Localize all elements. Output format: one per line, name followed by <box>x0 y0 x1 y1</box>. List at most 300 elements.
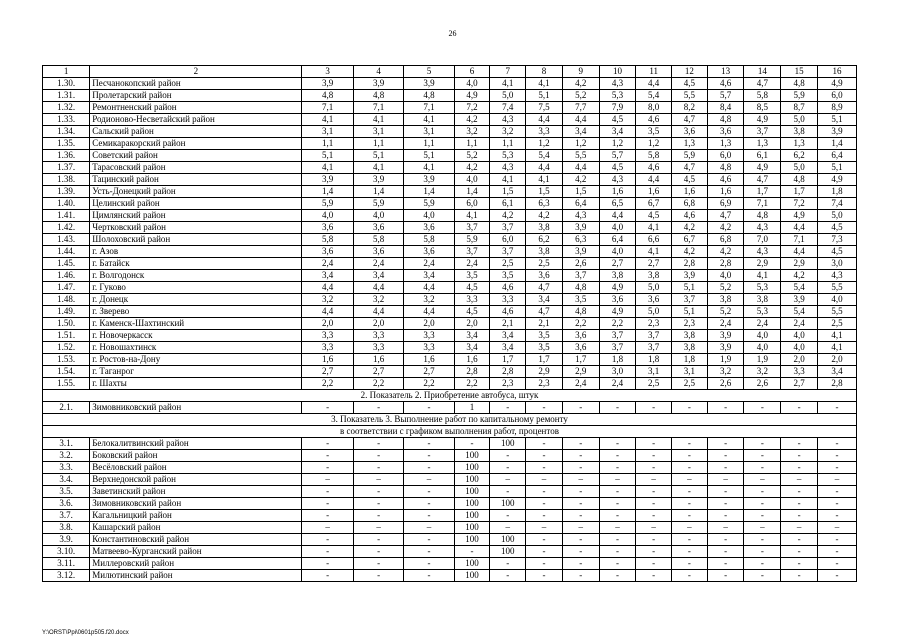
table-cell: 2,2 <box>454 378 490 390</box>
table-cell: 4,7 <box>707 210 744 222</box>
row-name-cell: Тацинский район <box>90 174 302 186</box>
table-cell: - <box>636 486 672 498</box>
table-cell: - <box>781 438 818 450</box>
table-cell: 4,1 <box>817 342 856 354</box>
table-cell: - <box>599 438 636 450</box>
table-cell: 3.4. <box>43 474 90 486</box>
row-name-cell: Кашарский район <box>90 522 302 534</box>
table-cell: - <box>817 498 856 510</box>
table-cell: - <box>817 546 856 558</box>
table-row <box>43 210 857 222</box>
table-cell: 2,5 <box>672 378 708 390</box>
table-cell: 3,7 <box>599 342 636 354</box>
table-cell: 3,6 <box>707 126 744 138</box>
table-cell: 4,7 <box>526 282 563 294</box>
table-cell: 5,2 <box>454 150 490 162</box>
table-cell: 6,4 <box>562 198 599 210</box>
table-cell: – <box>562 522 599 534</box>
table-cell: 4,8 <box>707 162 744 174</box>
table-cell: 2,3 <box>636 318 672 330</box>
table-cell: - <box>562 546 599 558</box>
table-cell: 4,1 <box>636 246 672 258</box>
table-cell: 8,4 <box>707 102 744 114</box>
table-cell: 5,9 <box>781 90 818 102</box>
table-cell: - <box>490 558 526 570</box>
row-name-cell: г. Волгодонск <box>90 270 302 282</box>
row-name-cell: Кагальницкий район <box>90 510 302 522</box>
table-cell: - <box>781 450 818 462</box>
table-cell: 4,2 <box>454 114 490 126</box>
table-cell: 5,9 <box>454 234 490 246</box>
table-cell: 4,5 <box>454 306 490 318</box>
table-cell: 5,4 <box>636 90 672 102</box>
table-cell: 2,3 <box>490 378 526 390</box>
table-cell: 3.2. <box>43 450 90 462</box>
table-cell: 8,7 <box>781 102 818 114</box>
table-cell: 1.41. <box>43 210 90 222</box>
table-cell: 4,1 <box>404 162 454 174</box>
table-cell: 1,4 <box>404 186 454 198</box>
table-cell: - <box>562 438 599 450</box>
table-cell: 7,1 <box>744 198 781 210</box>
table-cell: 3,9 <box>562 246 599 258</box>
table-cell: 4,9 <box>781 210 818 222</box>
column-header: 11 <box>636 66 672 78</box>
table-cell: 4,3 <box>599 78 636 90</box>
table-cell: 3,6 <box>562 330 599 342</box>
table-cell: 3,4 <box>599 126 636 138</box>
table-cell: 4,6 <box>672 210 708 222</box>
table-cell: - <box>636 546 672 558</box>
table-cell: - <box>672 498 708 510</box>
table-cell: 2,0 <box>302 318 353 330</box>
table-cell: 7,5 <box>526 102 563 114</box>
table-row <box>43 126 857 138</box>
table-cell: 7,3 <box>817 234 856 246</box>
table-cell: - <box>404 510 454 522</box>
table-cell: 3,4 <box>562 126 599 138</box>
table-cell: - <box>672 546 708 558</box>
row-name-cell: Миллеровский район <box>90 558 302 570</box>
table-cell: 5,5 <box>562 150 599 162</box>
table-cell: - <box>490 450 526 462</box>
table-cell: – <box>599 522 636 534</box>
table-cell: - <box>672 462 708 474</box>
table-cell: 4,3 <box>562 210 599 222</box>
table-cell: 6,4 <box>599 234 636 246</box>
table-cell: 3,4 <box>353 270 403 282</box>
table-cell: 5,1 <box>302 150 353 162</box>
table-cell: - <box>636 534 672 546</box>
table-cell: - <box>707 534 744 546</box>
table-row <box>43 282 857 294</box>
table-cell: 4,0 <box>353 210 403 222</box>
table-cell: 2,4 <box>353 258 403 270</box>
table-cell: 1,1 <box>404 138 454 150</box>
table-cell: 5,1 <box>672 306 708 318</box>
table-cell: 3,3 <box>490 294 526 306</box>
table-cell: 3,3 <box>526 126 563 138</box>
table-cell: 3,8 <box>781 126 818 138</box>
table-cell: 4,8 <box>707 114 744 126</box>
table-row <box>43 150 857 162</box>
table-cell: 4,9 <box>599 306 636 318</box>
table-cell: 4,1 <box>302 114 353 126</box>
table-cell: 1,3 <box>744 138 781 150</box>
table-cell: 3,3 <box>302 330 353 342</box>
table-cell: - <box>302 486 353 498</box>
table-cell: 2,1 <box>526 318 563 330</box>
table-cell: - <box>562 402 599 414</box>
table-cell: 5,8 <box>404 234 454 246</box>
table-cell: - <box>744 570 781 582</box>
table-cell: 2,4 <box>454 258 490 270</box>
table-cell: 7,7 <box>562 102 599 114</box>
table-cell: - <box>672 570 708 582</box>
table-cell: 2,9 <box>781 258 818 270</box>
table-cell: 4,1 <box>636 222 672 234</box>
table-cell: 5,3 <box>599 90 636 102</box>
table-cell: 2,6 <box>707 378 744 390</box>
table-cell: - <box>817 438 856 450</box>
table-cell: 100 <box>454 450 490 462</box>
table-cell: - <box>744 438 781 450</box>
table-cell: - <box>672 558 708 570</box>
table-cell: - <box>302 450 353 462</box>
row-name-cell: Ремонтненский район <box>90 102 302 114</box>
table-cell: - <box>817 462 856 474</box>
table-cell: - <box>707 558 744 570</box>
table-cell: 4,1 <box>744 270 781 282</box>
table-cell: - <box>817 534 856 546</box>
table-cell: - <box>672 486 708 498</box>
table-cell: 1,2 <box>599 138 636 150</box>
table-cell: 2,9 <box>526 366 563 378</box>
column-header: 15 <box>781 66 818 78</box>
table-cell: 4,1 <box>490 78 526 90</box>
table-cell: 3,7 <box>490 222 526 234</box>
row-name-cell: Родионово-Несветайский район <box>90 114 302 126</box>
table-cell: 4,0 <box>744 342 781 354</box>
table-cell: 3,9 <box>672 270 708 282</box>
row-name-cell: г. Зверево <box>90 306 302 318</box>
table-cell: - <box>353 510 403 522</box>
row-name-cell: Белокалитвинский район <box>90 438 302 450</box>
table-cell: 4,3 <box>599 174 636 186</box>
table-cell: 4,2 <box>672 222 708 234</box>
table-cell: 5,5 <box>817 306 856 318</box>
table-cell: 100 <box>490 534 526 546</box>
row-name-cell: Милютинский район <box>90 570 302 582</box>
column-header: 10 <box>599 66 636 78</box>
table-cell: 1.53. <box>43 354 90 366</box>
table-cell: 3,2 <box>490 126 526 138</box>
table-cell: 4,4 <box>781 246 818 258</box>
table-cell: 3.1. <box>43 438 90 450</box>
table-cell: 3.3. <box>43 462 90 474</box>
table-cell: – <box>490 474 526 486</box>
table-cell: - <box>781 558 818 570</box>
table-cell: - <box>599 498 636 510</box>
table-cell: - <box>817 570 856 582</box>
table-cell: 1,1 <box>490 138 526 150</box>
table-cell: - <box>562 558 599 570</box>
table-cell: 6,0 <box>707 150 744 162</box>
row-name-cell: Песчанокопский район <box>90 78 302 90</box>
table-cell: 1,1 <box>353 138 403 150</box>
table-cell: - <box>672 534 708 546</box>
table-cell: 2,5 <box>817 318 856 330</box>
table-cell: - <box>302 558 353 570</box>
table-cell: 1.35. <box>43 138 90 150</box>
table-cell: 8,2 <box>672 102 708 114</box>
table-cell: 4,6 <box>707 78 744 90</box>
table-cell: 4,9 <box>744 162 781 174</box>
column-header: 13 <box>707 66 744 78</box>
table-cell: 3,4 <box>454 342 490 354</box>
table-cell: 100 <box>454 486 490 498</box>
column-header: 5 <box>404 66 454 78</box>
table-cell: 2,4 <box>404 258 454 270</box>
row-name-cell: г. Азов <box>90 246 302 258</box>
table-cell: 3,9 <box>353 78 403 90</box>
row-name-cell: Сальский район <box>90 126 302 138</box>
table-cell: 4,1 <box>817 330 856 342</box>
table-cell: 4,0 <box>817 294 856 306</box>
table-cell: 5,1 <box>526 90 563 102</box>
table-cell: 4,6 <box>636 114 672 126</box>
table-cell: 4,0 <box>599 246 636 258</box>
table-cell: 6,3 <box>526 198 563 210</box>
table-cell: - <box>302 462 353 474</box>
table-row <box>43 522 857 534</box>
table-cell: - <box>302 570 353 582</box>
table-cell: 4,4 <box>302 306 353 318</box>
table-cell: 5,8 <box>744 90 781 102</box>
table-cell: 1,6 <box>302 354 353 366</box>
table-cell: 1.31. <box>43 90 90 102</box>
table-cell: 6,0 <box>490 234 526 246</box>
table-cell: 1,9 <box>707 354 744 366</box>
table-cell: 3,9 <box>707 330 744 342</box>
row-name-cell: г. Ростов-на-Дону <box>90 354 302 366</box>
table-cell: - <box>302 534 353 546</box>
table-cell: 4,8 <box>562 306 599 318</box>
table-cell: - <box>636 450 672 462</box>
header-row <box>43 66 857 78</box>
table-cell: 1.33. <box>43 114 90 126</box>
table-cell: 6,3 <box>562 234 599 246</box>
column-header: 14 <box>744 66 781 78</box>
table-cell: 3.5. <box>43 486 90 498</box>
table-cell: - <box>490 402 526 414</box>
table-cell: 100 <box>490 546 526 558</box>
table-cell: - <box>526 438 563 450</box>
table-cell: 4,9 <box>744 114 781 126</box>
table-cell: 1,6 <box>353 354 403 366</box>
table-cell: 3,5 <box>562 294 599 306</box>
table-cell: 7,0 <box>744 234 781 246</box>
table-cell: 3,9 <box>353 174 403 186</box>
table-cell: 2,7 <box>599 258 636 270</box>
table-cell: - <box>404 450 454 462</box>
table-cell: 4,5 <box>672 78 708 90</box>
table-cell: - <box>562 486 599 498</box>
table-cell: 1.45. <box>43 258 90 270</box>
table-cell: 4,4 <box>599 210 636 222</box>
table-cell: 3,4 <box>490 342 526 354</box>
table-cell: 3.9. <box>43 534 90 546</box>
table-cell: - <box>599 510 636 522</box>
table-cell: - <box>599 450 636 462</box>
row-name-cell: Пролетарский район <box>90 90 302 102</box>
table-cell: 4,8 <box>781 78 818 90</box>
table-cell: 3,3 <box>404 342 454 354</box>
row-name-cell: Зимовниковский район <box>90 498 302 510</box>
table-cell: 3,6 <box>302 222 353 234</box>
table-cell: - <box>781 402 818 414</box>
table-cell: - <box>707 438 744 450</box>
table-cell: 3,9 <box>707 342 744 354</box>
table-cell: 2,7 <box>781 378 818 390</box>
table-cell: 4,2 <box>526 210 563 222</box>
table-row <box>43 246 857 258</box>
table-cell: - <box>707 486 744 498</box>
table-cell: - <box>599 402 636 414</box>
row-name-cell: Заветинский район <box>90 486 302 498</box>
table-cell: 6,1 <box>490 198 526 210</box>
table-cell: - <box>526 450 563 462</box>
table-cell: 3,8 <box>526 222 563 234</box>
table-cell: 4,5 <box>672 174 708 186</box>
table-cell: – <box>636 474 672 486</box>
table-cell: - <box>526 534 563 546</box>
table-cell: 7,1 <box>302 102 353 114</box>
table-cell: – <box>707 474 744 486</box>
table-cell: - <box>817 450 856 462</box>
table-cell: - <box>353 486 403 498</box>
section-heading: 2. Показатель 2. Приобретение автобуса, штук <box>43 390 857 402</box>
column-header: 1 <box>43 66 90 78</box>
table-cell: 6,8 <box>672 198 708 210</box>
table-cell: 1,4 <box>454 186 490 198</box>
table-cell: 1,6 <box>707 186 744 198</box>
table-row <box>43 378 857 390</box>
table-cell: 1,5 <box>526 186 563 198</box>
table-cell: - <box>526 570 563 582</box>
table-cell: - <box>404 534 454 546</box>
table-cell: - <box>562 510 599 522</box>
table-cell: 4,6 <box>490 282 526 294</box>
table-cell: 5,2 <box>707 306 744 318</box>
table-cell: 100 <box>454 522 490 534</box>
table-cell: 4,1 <box>490 174 526 186</box>
table-cell: - <box>744 546 781 558</box>
table-cell: 1,8 <box>636 354 672 366</box>
table-cell: 5,8 <box>353 234 403 246</box>
table-cell: 1.32. <box>43 102 90 114</box>
table-cell: 2,8 <box>707 258 744 270</box>
table-row <box>43 138 857 150</box>
table-cell: 3,6 <box>404 246 454 258</box>
table-cell: 3,5 <box>526 330 563 342</box>
row-name-cell: Советский район <box>90 150 302 162</box>
table-cell: 4,0 <box>302 210 353 222</box>
table-cell: - <box>781 498 818 510</box>
table-cell: 4,0 <box>454 174 490 186</box>
table-cell: 100 <box>454 558 490 570</box>
table-cell: - <box>707 570 744 582</box>
table-cell: 3,5 <box>490 270 526 282</box>
table-cell: 5,9 <box>404 198 454 210</box>
table-cell: - <box>636 402 672 414</box>
table-cell: - <box>781 546 818 558</box>
table-cell: - <box>302 402 353 414</box>
table-row <box>43 450 857 462</box>
table-cell: 6,6 <box>636 234 672 246</box>
row-name-cell: Усть-Донецкий район <box>90 186 302 198</box>
table-cell: 5,0 <box>636 282 672 294</box>
table-cell: 2,7 <box>636 258 672 270</box>
table-cell: 7,1 <box>404 102 454 114</box>
table-cell: 3,3 <box>353 330 403 342</box>
table-cell: 3,3 <box>454 294 490 306</box>
table-row <box>43 534 857 546</box>
table-cell: 1,8 <box>672 354 708 366</box>
table-cell: 4,0 <box>454 78 490 90</box>
table-row <box>43 330 857 342</box>
table-cell: - <box>404 402 454 414</box>
table-cell: - <box>817 402 856 414</box>
table-cell: 4,1 <box>404 114 454 126</box>
table-cell: 3,0 <box>599 366 636 378</box>
table-row <box>43 402 857 414</box>
table-cell: 3,6 <box>599 294 636 306</box>
table-cell: 6,1 <box>744 150 781 162</box>
table-cell: - <box>672 438 708 450</box>
table-cell: 4,4 <box>404 282 454 294</box>
table-cell: – <box>707 522 744 534</box>
table-cell: 3,8 <box>636 270 672 282</box>
table-cell: - <box>781 462 818 474</box>
table-row <box>43 198 857 210</box>
table-cell: 4,8 <box>781 174 818 186</box>
table-cell: 3,6 <box>302 246 353 258</box>
table-cell: – <box>781 522 818 534</box>
table-cell: 6,2 <box>781 150 818 162</box>
table-cell: 3,4 <box>302 270 353 282</box>
table-cell: 2,9 <box>562 366 599 378</box>
table-cell: 5,2 <box>707 282 744 294</box>
table-cell: 5,0 <box>781 162 818 174</box>
table-row <box>43 438 857 450</box>
table-cell: 2,4 <box>562 378 599 390</box>
table-cell: 3,9 <box>302 78 353 90</box>
table-cell: 1,6 <box>454 354 490 366</box>
table-cell: – <box>636 522 672 534</box>
table-cell: - <box>404 570 454 582</box>
table-cell: 8,0 <box>636 102 672 114</box>
table-cell: 7,4 <box>490 102 526 114</box>
table-cell: 3,9 <box>302 174 353 186</box>
table-cell: 2,7 <box>353 366 403 378</box>
table-cell: 1,2 <box>526 138 563 150</box>
table-cell: 2,0 <box>781 354 818 366</box>
table-cell: 3,0 <box>817 258 856 270</box>
table-cell: 2,0 <box>353 318 403 330</box>
table-cell: 2,8 <box>454 366 490 378</box>
table-cell: 3.8. <box>43 522 90 534</box>
